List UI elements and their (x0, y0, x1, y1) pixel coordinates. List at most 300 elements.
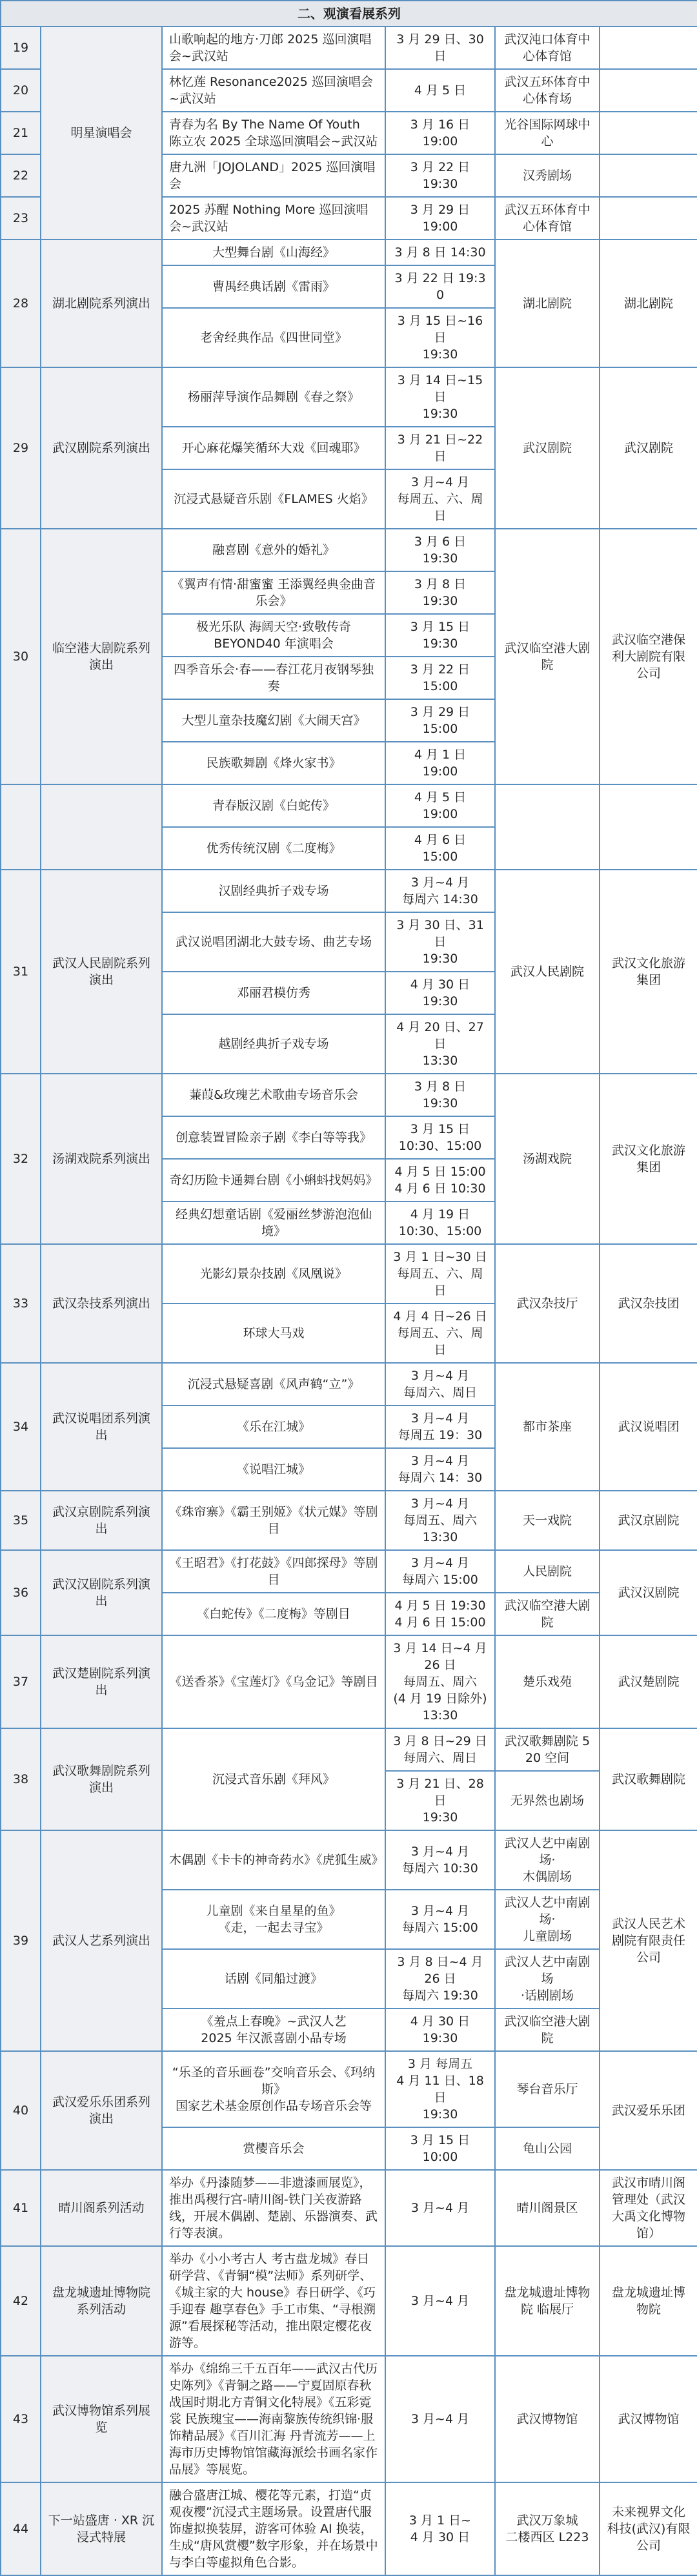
program-cell (162, 469, 385, 529)
time-cell-line: 4 月 20 日、27 日 (396, 1020, 484, 1051)
row-number: 41 (1, 2170, 41, 2246)
program-cell (162, 1635, 385, 1728)
time-cell-line: 19:00 (422, 220, 458, 234)
program-cell-line: 沉浸式悬疑音乐剧《FLAMES 火焰》 (174, 492, 374, 506)
table-row (1, 240, 697, 265)
time-cell-line: 19:30 (422, 1096, 458, 1110)
time-cell (385, 308, 495, 367)
program-cell-line: 2025 苏醒 Nothing More 巡回演唱会~武汉站 (169, 203, 369, 234)
program-cell-line: 融喜剧《意外的婚礼》 (212, 543, 335, 557)
program-cell-line: 曹禺经典话剧《雷雨》 (212, 280, 335, 294)
category-cell: 武汉爱乐乐团系列演出 (41, 2051, 162, 2170)
organizer-cell: 武汉杂技团 (600, 1244, 697, 1363)
venue-cell-line: 晴川阁景区 (516, 2201, 578, 2215)
time-cell (385, 1244, 495, 1303)
venue-cell (495, 2170, 600, 2246)
time-cell-line: 19:30 (422, 952, 458, 966)
time-cell-line: 3 月~4 月 (410, 2412, 470, 2426)
time-cell (385, 1593, 495, 1635)
venue-cell-line: 武汉五环体育中心体育馆 (504, 203, 591, 234)
row-number: 28 (1, 240, 41, 367)
table-row (1, 367, 697, 427)
program-cell-line: 大型儿童杂技魔幻剧《大闹天宫》 (181, 713, 366, 728)
program-cell-line: 《王昭君》《打花鼓》《四郎探母》等剧目 (169, 1556, 378, 1587)
time-cell-line: 4 月 1 日 (414, 748, 467, 762)
time-cell-line: 每周六 14：30 (398, 1471, 483, 1485)
time-cell-line: 每周五 19：30 (398, 1428, 483, 1442)
time-cell-line: 3 月 8 日~29 日 (393, 1734, 487, 1748)
program-cell (162, 2170, 385, 2246)
time-cell-line: 19:30 (422, 177, 458, 191)
program-cell (162, 657, 385, 699)
program-cell-line: 陈立农 2025 全球巡回演唱会~武汉站 (169, 134, 378, 148)
time-cell-line: 3 月 1 日~ (409, 2513, 472, 2528)
program-cell (162, 1116, 385, 1159)
time-cell-line: 4 月 5 日 (414, 83, 467, 97)
program-cell (162, 784, 385, 827)
time-cell-line: 3 月~4 月 (410, 1411, 470, 1426)
venue-cell (495, 1550, 600, 1593)
program-cell-line: 极光乐队 海阔天空·致敬传奇 (196, 620, 352, 634)
program-cell (162, 2009, 385, 2051)
time-cell-line: 3 月 15 日 (410, 620, 470, 634)
program-cell: 沉浸式音乐剧《拜风》 (162, 1728, 385, 1830)
program-cell (162, 1363, 385, 1406)
category-cell: 武汉京剧院系列演出 (41, 1491, 162, 1550)
time-cell (385, 1159, 495, 1201)
venue-cell-line: ·话剧剧场 (520, 1988, 574, 2003)
program-cell-line: 邓丽君模仿秀 (236, 986, 310, 1000)
program-cell-line: 话剧《同船过渡》 (224, 1972, 323, 1986)
time-cell-line: 每周六 19:30 (402, 1988, 478, 2003)
time-cell-line: 19:30 (422, 1810, 458, 1825)
program-cell-line: 经典幻想童话剧《爱丽丝梦游泡泡仙境》 (175, 1207, 372, 1238)
organizer-cell: 武汉歌舞剧院 (600, 1728, 697, 1830)
table-row (1, 784, 697, 827)
program-cell-line: 融合盛唐江城、樱花等元素，打造“贞观夜樱”沉浸式主题场景。设置唐代服饰虚拟换装屏，游客可体验 AI 换装，生成“唐风赏樱”数字形象，并在场景中与李白等虚拟角色合影。 (169, 2488, 378, 2570)
program-cell (162, 1890, 385, 1949)
organizer-cell: 武汉剧院 (600, 367, 697, 529)
row-number: 40 (1, 2051, 41, 2170)
program-cell (162, 1244, 385, 1303)
program-cell (162, 912, 385, 972)
venue-cell (495, 1949, 600, 2009)
program-cell-line: 《说唱江城》 (236, 1462, 310, 1477)
time-cell-line: 13:30 (422, 1708, 458, 1722)
organizer-cell: 武汉汉剧院 (600, 1550, 697, 1635)
table-row (1, 2482, 697, 2575)
time-cell (385, 614, 495, 657)
time-cell-line: 3 月 14 日~15 日 (397, 373, 483, 404)
program-cell-line: 《珠帘寨》《霸王别姬》《状元媒》等剧目 (169, 1505, 378, 1536)
row-number: 23 (1, 197, 41, 240)
program-cell (162, 26, 385, 69)
program-cell-line: 开心麻花爆笑循环大戏《回魂耶》 (181, 441, 366, 455)
time-cell-line: 4 月 30 日 (410, 977, 470, 992)
organizer-cell (600, 26, 697, 69)
time-cell-line: 3 月 29 日、30 日 (396, 32, 484, 63)
time-cell-line: 3 月 21 日、28 日 (396, 1777, 484, 1808)
time-cell-line: 19:30 (422, 407, 458, 421)
program-cell (162, 1830, 385, 1890)
time-cell-line: 每周六 15:00 (402, 1921, 478, 1935)
time-cell (385, 69, 495, 112)
category-cell: 武汉剧院系列演出 (41, 367, 162, 529)
time-cell-line: 19:00 (422, 134, 458, 148)
program-cell-line: 林忆莲 Resonance2025 巡回演唱会~武汉站 (169, 75, 373, 106)
time-cell-line: 4 月 4 日~26 日 (393, 1309, 487, 1324)
program-cell-line: “乐圣的音乐画卷”交响音乐会、《玛纳斯》 (172, 2065, 376, 2096)
venue-cell-line: 无界然也剧场 (510, 1794, 584, 1808)
time-cell (385, 197, 495, 240)
program-cell-line: 优秀传统汉剧《二度梅》 (206, 841, 341, 855)
venue-cell-line: 龟山公园 (522, 2142, 572, 2156)
program-cell-line: 《翼声有情·甜蜜蜜 王添翼经典金曲音乐会》 (171, 577, 376, 608)
program-cell (162, 972, 385, 1014)
venue-cell (495, 2482, 600, 2575)
venue-cell: 天一戏院 (495, 1491, 600, 1550)
time-cell-line: 3 月 22 日 (410, 160, 470, 174)
organizer-cell (600, 69, 697, 112)
program-cell (162, 1303, 385, 1363)
time-cell (385, 972, 495, 1014)
organizer-cell: 武汉爱乐乐团 (600, 2051, 697, 2170)
table-row (1, 1491, 697, 1550)
program-cell-line: 环球大马戏 (243, 1326, 305, 1340)
organizer-cell: 武汉楚剧院 (600, 1635, 697, 1728)
venue-cell-line: 武汉人艺中南剧场· (504, 1896, 591, 1927)
row-number: 38 (1, 1728, 41, 1830)
category-cell: 武汉杂技系列演出 (41, 1244, 162, 1363)
time-cell-line: 19:00 (422, 807, 458, 821)
venue-cell-line: 汉秀剧场 (522, 169, 572, 183)
program-cell (162, 614, 385, 657)
row-number: 42 (1, 2246, 41, 2356)
row-number: 43 (1, 2356, 41, 2482)
time-cell-line: 3 月 30 日、31 日 (396, 918, 484, 949)
program-cell-line: 四季音乐会·春——春江花月夜钢琴独奏 (173, 662, 374, 693)
category-cell: 武汉说唱团系列演出 (41, 1363, 162, 1491)
program-cell (162, 870, 385, 912)
venue-cell-line: 武汉万象城 (516, 2513, 578, 2528)
time-cell-line: 3 月 8 日 (414, 1079, 467, 1094)
program-cell (162, 699, 385, 742)
time-cell (385, 1830, 495, 1890)
time-cell (385, 2356, 495, 2482)
time-cell-line: 19:30 (422, 347, 458, 362)
venue-cell: 武汉剧院 (495, 367, 600, 529)
time-cell-line: 每周五、周六 (403, 1513, 477, 1528)
program-cell (162, 308, 385, 367)
venue-cell (495, 112, 600, 154)
organizer-cell: 武汉人民艺术剧院有限责任公司 (600, 1830, 697, 2051)
time-cell-line: 19:30 (422, 2107, 458, 2121)
venue-cell: 楚乐戏苑 (495, 1635, 600, 1728)
row-number: 29 (1, 367, 41, 529)
time-cell (385, 1728, 495, 1771)
row-number: 31 (1, 870, 41, 1074)
time-cell (385, 469, 495, 529)
venue-cell: 武汉临空港大剧院 (495, 529, 600, 784)
row-number: 20 (1, 69, 41, 112)
time-cell-line: 19:30 (422, 551, 458, 566)
venue-cell (495, 2127, 600, 2170)
time-cell-line: 3 月 21 日~22 日 (397, 433, 483, 464)
organizer-cell: 湖北剧院 (600, 240, 697, 367)
program-cell (162, 1159, 385, 1201)
program-cell-line: 唐九洲「JOJOLAND」2025 巡回演唱会 (169, 160, 376, 191)
time-cell-line: 3 月~4 月 (410, 1454, 470, 1468)
time-cell (385, 1116, 495, 1159)
time-cell (385, 912, 495, 972)
time-cell (385, 1771, 495, 1830)
program-cell-line: 青春版汉剧《白蛇传》 (212, 799, 335, 813)
time-cell (385, 2009, 495, 2051)
venue-cell-line: 武汉临空港大剧院 (504, 2014, 591, 2045)
time-cell (385, 784, 495, 827)
time-cell-line: 每周六 10:30 (402, 1861, 478, 1876)
venue-cell-line: 木偶剧场 (522, 1870, 572, 1884)
category-cell: 临空港大剧院系列演出 (41, 529, 162, 784)
program-cell (162, 1949, 385, 2009)
time-cell-line: 3 月 8 日 14:30 (394, 245, 486, 260)
time-cell-line: 3 月 每周五 (407, 2057, 473, 2071)
program-cell (162, 427, 385, 469)
time-cell (385, 1303, 495, 1363)
category-cell: 武汉人艺系列演出 (41, 1830, 162, 2051)
program-cell-line: 儿童剧《来自星星的鱼》 (206, 1904, 341, 1918)
time-cell (385, 112, 495, 154)
time-cell (385, 571, 495, 614)
program-cell-line: 奇幻历险卡通舞台剧《小蝌蚪找妈妈》 (169, 1173, 378, 1187)
time-cell (385, 2051, 495, 2127)
time-cell-line: 3 月 1 日~30 日 (393, 1250, 487, 1264)
organizer-cell (600, 154, 697, 197)
time-cell-line: 10:30、15:00 (398, 1224, 482, 1238)
time-cell-line: 3 月~4 月 (410, 1845, 470, 1859)
time-cell (385, 2482, 495, 2575)
venue-cell (495, 1728, 600, 1771)
venue-cell (495, 2051, 600, 2127)
program-cell (162, 154, 385, 197)
table-row (1, 1830, 697, 1890)
category-cell: 武汉人民剧院系列演出 (41, 870, 162, 1074)
time-cell-line: 4 月 11 日、18 日 (396, 2074, 484, 2105)
table-row (1, 1635, 697, 1728)
program-cell (162, 529, 385, 571)
organizer-cell (600, 2246, 697, 2356)
table-row (1, 1074, 697, 1116)
table-row (1, 870, 697, 912)
organizer-cell (600, 112, 697, 154)
time-cell-line: 10:00 (422, 2150, 458, 2164)
venue-cell-line: 人民剧院 (522, 1564, 572, 1579)
program-cell (162, 742, 385, 784)
time-cell-line: 3 月~4 月 (410, 875, 470, 890)
program-cell-line: 民族歌舞剧《烽火家书》 (206, 756, 341, 770)
venue-cell: 都市茶座 (495, 1363, 600, 1491)
time-cell (385, 265, 495, 308)
time-cell (385, 1363, 495, 1406)
program-cell (162, 2482, 385, 2575)
venue-cell: 汤湖戏院 (495, 1074, 600, 1244)
venue-cell-line: 盘龙城遗址博物院 临展厅 (504, 2285, 591, 2316)
time-cell-line: 3 月~4 月 (410, 475, 470, 489)
time-cell-line: 每周五、六、周日 (397, 1267, 483, 1298)
time-cell-line: 4 月 6 日 15:00 (394, 1615, 486, 1630)
time-cell (385, 699, 495, 742)
time-cell-line: 19:00 (422, 764, 458, 779)
time-cell (385, 1014, 495, 1074)
table-row (1, 529, 697, 571)
time-cell (385, 1491, 495, 1550)
time-cell-line: 3 月 22 日 (410, 662, 470, 677)
program-cell-line: 2025 年汉派喜剧小品专场 (201, 2031, 347, 2045)
program-cell-line: 《走，一起去寻宝》 (218, 1921, 329, 1935)
time-cell-line: 15:00 (422, 679, 458, 693)
row-number: 36 (1, 1550, 41, 1635)
section-header-row (1, 1, 697, 26)
category-cell: 武汉汉剧院系列演出 (41, 1550, 162, 1635)
program-cell (162, 2127, 385, 2170)
program-cell-line: 《乐在江城》 (236, 1420, 310, 1434)
program-cell-line: 国家艺术基金原创作品专场音乐会等 (175, 2099, 372, 2113)
program-cell (162, 2356, 385, 2482)
time-cell-line: 每周六 14:30 (402, 892, 478, 906)
time-cell-line: 15:00 (422, 722, 458, 736)
time-cell-line: 19:30 (422, 594, 458, 608)
time-cell (385, 240, 495, 265)
venue-cell: 武汉人民剧院 (495, 870, 600, 1074)
table-row (1, 26, 697, 69)
time-cell-line: 每周六、周日 (403, 1385, 477, 1400)
table-row (1, 1244, 697, 1303)
time-cell (385, 1635, 495, 1728)
time-cell-line: 4 月 6 日 (414, 833, 467, 847)
program-cell-line: BEYOND40 年演唱会 (214, 637, 334, 651)
time-cell (385, 1406, 495, 1448)
row-number (1, 784, 41, 870)
organizer-cell: 武汉文化旅游集团 (600, 870, 697, 1074)
category-cell: 盘龙城遗址博物院系列活动 (41, 2246, 162, 2356)
program-cell (162, 1406, 385, 1448)
row-number: 33 (1, 1244, 41, 1363)
time-cell-line: 4 月 19 日 (410, 1207, 470, 1222)
venue-cell-line: 武汉人艺中南剧场 (504, 1955, 591, 1986)
program-cell (162, 197, 385, 240)
program-cell (162, 1550, 385, 1593)
row-number: 37 (1, 1635, 41, 1728)
organizer-cell (600, 2482, 697, 2575)
venue-cell (495, 154, 600, 197)
program-cell (162, 571, 385, 614)
program-cell-line: 青春为名 By The Name Of Youth (169, 118, 360, 132)
table-row (1, 2246, 697, 2356)
venue-cell (495, 784, 600, 870)
time-cell (385, 1550, 495, 1593)
table-row (1, 2051, 697, 2127)
time-cell-line: 3 月~4 月 (410, 1369, 470, 1383)
venue-cell (495, 2356, 600, 2482)
program-cell-line: 杨丽萍导演作品舞剧《春之祭》 (187, 390, 359, 404)
time-cell-line: 3 月~4 月 (410, 2201, 470, 2215)
category-cell: 汤湖戏院系列演出 (41, 1074, 162, 1244)
time-cell-line: 3 月 16 日 (410, 118, 470, 132)
program-cell (162, 1448, 385, 1491)
program-cell (162, 265, 385, 308)
time-cell-line: 3 月 15 日~16 日 (397, 314, 483, 345)
organizer-cell: 武汉说唱团 (600, 1363, 697, 1491)
time-cell-line: 3 月~4 月 (410, 2294, 470, 2308)
row-number: 35 (1, 1491, 41, 1550)
program-cell-line: 创意装置冒险亲子剧《李白等等我》 (175, 1130, 372, 1145)
program-cell-line: 大型舞台剧《山海经》 (212, 245, 335, 260)
program-cell-line: 木偶剧《卡卡的神奇药水》《虎狐生威》 (169, 1853, 384, 1867)
venue-cell-line: 武汉五环体育中心体育场 (504, 75, 591, 106)
time-cell-line: 3 月~4 月 (410, 1556, 470, 1570)
venue-cell (495, 1830, 600, 1890)
time-cell-line: 3 月 6 日 (414, 535, 467, 549)
row-number: 22 (1, 154, 41, 197)
program-cell (162, 827, 385, 870)
table-row (1, 1363, 697, 1406)
program-cell-line: 举办《绵绵三千五百年——武汉古代历史陈列》《青铜之路——宁夏固原春秋战国时期北方青铜文化特展》《五彩霓裳 民族瑰宝——海南黎族传统织锦·服饰精品展》《百川汇海 丹青流芳——上海市历史博物馆馆藏海派绘书画名家作品展》等展览。 (169, 2362, 378, 2477)
organizer-cell-line: 未来视界文化科技(武汉)有限公司 (607, 2505, 691, 2553)
organizer-cell (600, 784, 697, 870)
time-cell-line: 3 月 8 日 (414, 577, 467, 591)
venue-cell-line: 二楼西区 L223 (505, 2530, 589, 2544)
time-cell-line: 3 月 15 日 (410, 2133, 470, 2147)
program-cell-line: 《白蛇传》《二度梅》等剧目 (197, 1607, 350, 1621)
venue-cell: 武汉杂技厅 (495, 1244, 600, 1363)
time-cell-line: 每周五、周六 (403, 1675, 477, 1689)
time-cell-line: 19:30 (422, 2031, 458, 2045)
row-number: 44 (1, 2482, 41, 2575)
time-cell (385, 1949, 495, 2009)
row-number: 32 (1, 1074, 41, 1244)
time-cell-line: 3 月~4 月 (410, 1904, 470, 1918)
time-cell-line: 3 月 15 日 (410, 1122, 470, 1136)
time-cell-line: 3 月 29 日 (410, 203, 470, 217)
time-cell-line: (4 月 19 日除外) (393, 1692, 487, 1706)
program-cell-line: 赏樱音乐会 (243, 2142, 305, 2156)
time-cell-line: 3 月 14 日~4 月 26 日 (393, 1641, 487, 1672)
time-cell-line: 3 月 22 日 19:30 (394, 271, 486, 302)
program-cell (162, 1201, 385, 1244)
time-cell-line: 每周六、周日 (403, 1751, 477, 1765)
time-cell (385, 529, 495, 571)
program-cell (162, 1014, 385, 1074)
time-cell-line: 3 月~4 月 (410, 1497, 470, 1511)
time-cell-line: 4 月 30 日 (410, 2014, 470, 2029)
time-cell (385, 2127, 495, 2170)
program-cell-line: 汉剧经典折子戏专场 (218, 884, 329, 898)
program-cell-line: 老舍经典作品《四世同堂》 (199, 331, 347, 345)
organizer-cell (600, 2170, 697, 2246)
table-row (1, 1728, 697, 1771)
program-cell-line: 《羞点上春晚》~武汉人艺 (201, 2014, 347, 2029)
time-cell (385, 1201, 495, 1244)
time-cell-line: 19:30 (422, 994, 458, 1008)
time-cell-line: 19:30 (422, 637, 458, 651)
organizer-cell-line: 盘龙城遗址博物院 (612, 2285, 686, 2316)
time-cell (385, 1448, 495, 1491)
venue-cell-line: 武汉歌舞剧院 520 空间 (504, 1734, 591, 1765)
program-cell (162, 1593, 385, 1635)
time-cell-line: 4 月 5 日 (414, 790, 467, 804)
section-title: 二、观演看展系列 (1, 1, 697, 26)
organizer-cell-line: 武汉市晴川阁管理处（武汉大禹文化博物馆） (612, 2176, 686, 2240)
